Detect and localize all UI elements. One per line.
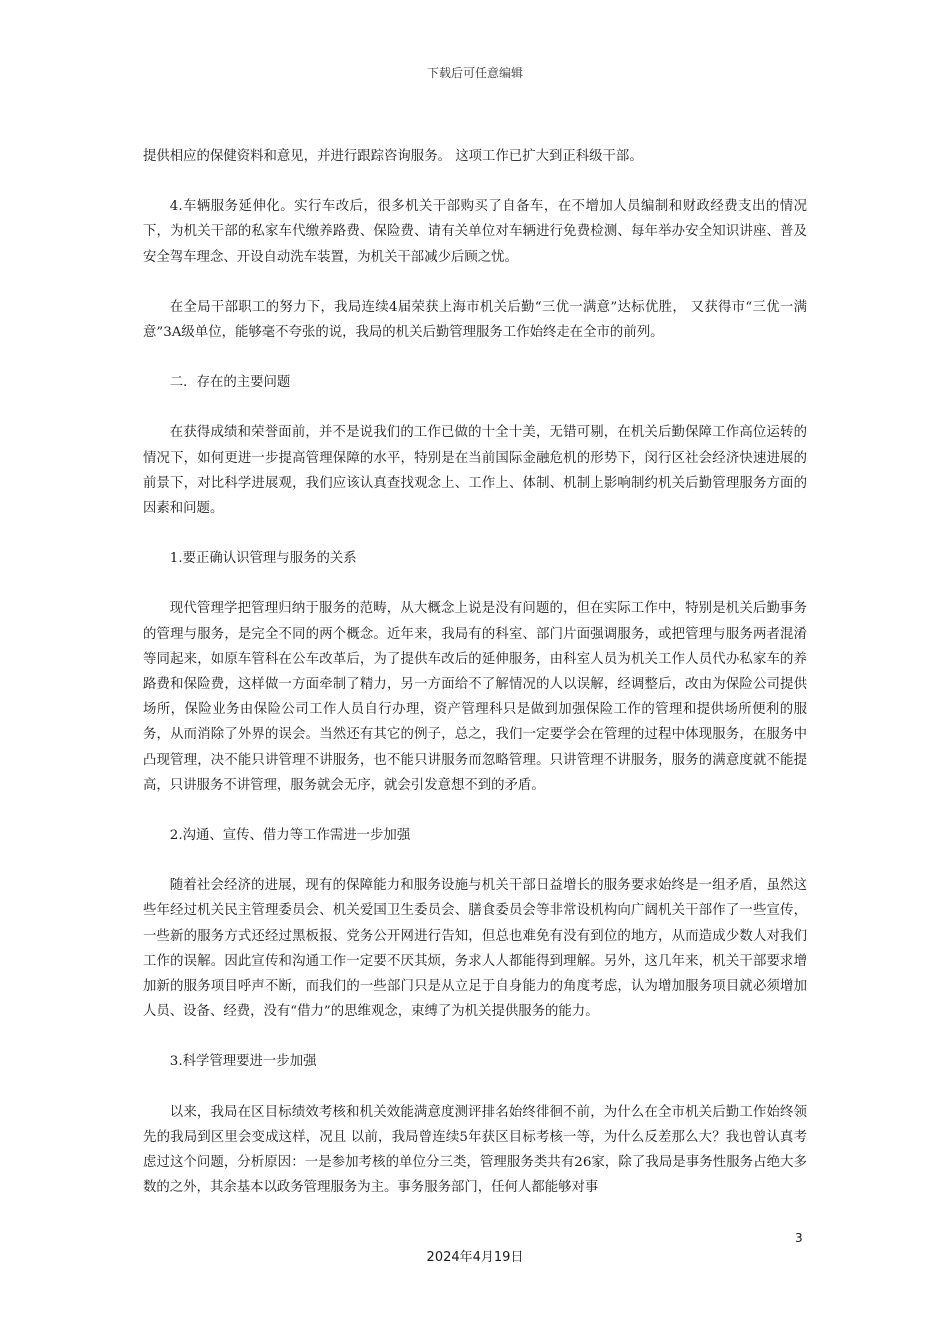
paragraph: 在获得成绩和荣誉面前，并不是说我们的工作已做的十全十美，无错可剔，在机关后勤保障工作高位运转的情况下，如何更进一步提高管理保障的水平，特别是在当前国际金融危机的形势下，闵行区社会经济快速进展的前景下，对比科学进展观，我们应该认真查找观念上、工作上、体制、机制上影响制约机关后勤管理服务方面的因素和问题。 — [143, 425, 807, 517]
subsection-heading: 3.科学管理要进一步加强 — [169, 1054, 317, 1070]
document-body — [143, 144, 807, 1226]
subsection-heading: 1.要正确认识管理与服务的关系 — [169, 551, 357, 567]
subsection-heading: 2.沟通、宣传、借力等工作需进一步加强 — [169, 828, 411, 844]
paragraph: 以来，我局在区目标绩效考核和机关效能满意度测评排名始终徘徊不前，为什么在全市机关后勤工作始终领先的我局到区里会变成这样，况且 以前，我局曾连续5年获区目标考核一等，为什么反差那么大？我也曾认真考虑过这个问题，分析原因：一是参加考核的单位分三类，管理服务类共有26家，除了我局是事务性服务占绝大多数的之外，其余基本以政务管理服务为主。事务服务部门，任何人都能够对事 — [143, 1104, 807, 1196]
section-heading: 二．存在的主要问题 — [169, 375, 291, 391]
paragraph: 在全局干部职工的努力下，我局连续4届荣获上海市机关后勤“三优一满意”达标优胜， 又获得市“三优一满意”3A级单位，能够毫不夸张的说，我局的机关后勤管理服务工作始终走在全市的前列。 — [143, 299, 807, 341]
footer-date: 2024年4月19日 — [426, 1250, 524, 1265]
paragraph: 随着社会经济的进展，现有的保障能力和服务设施与机关干部日益增长的服务要求始终是一组矛盾，虽然这些年经过机关民主管理委员会、机关爱国卫生委员会、膳食委员会等非常设机构向广阔机关干部作了一些宣传，一些新的服务方式还经过黑板报、党务公开网进行告知，但总也难免有没有到位的地方，从而造成少数人对我们工作的误解。因此宣传和沟通工作一定要不厌其烦，务求人人都能得到理解。另外，这几年来，机关干部要求增加新的服务项目呼声不断，而我们的一些部门只是从立足于自身能力的角度考虑，认为增加服务项目就必须增加人员、设备、经费，没有“借力”的思维观念，束缚了为机关提供服务的能力。 — [143, 878, 807, 1020]
page-number: 3 — [795, 1231, 803, 1245]
paragraph: 4.车辆服务延伸化。实行车改后，很多机关干部购买了自备车，在不增加人员编制和财政经费支出的情况下，为机关干部的私家车代缴养路费、保险费、请有关单位对车辆进行免费检测、每年举办安全知识讲座、普及安全驾车理念、开设自动洗车装置，为机关干部减少后顾之忧。 — [143, 199, 807, 265]
paragraph: 提供相应的保健资料和意见，并进行跟踪咨询服务。 这项工作已扩大到正科级干部。 — [143, 149, 643, 164]
paragraph: 现代管理学把管理归纳于服务的范畴，从大概念上说是没有问题的，但在实际工作中，特别是机关后勤事务的管理与服务，是完全不同的两个概念。近年来，我局有的科室、部门片面强调服务，或把管理与服务两者混淆等同起来，如原车管科在公车改革后，为了提供车改后的延伸服务，由科室人员为机关工作人员代办私家车的养路费和保险费，这样做一方面牵制了精力，另一方面给不了解情况的人以误解，经调整后，改由为保险公司提供场所，保险业务由保险公司工作人员自行办理，资产管理科只是做到加强保险工作的管理和提供场所便利的服务，从而消除了外界的误会。当然还有其它的例子，总之，我们一定要学会在管理的过程中体现服务，在服务中凸现管理，决不能只讲管理不讲服务，也不能只讲服务而忽略管理。只讲管理不讲服务，服务的满意度就不能提高，只讲服务不讲管理，服务就会无序，就会引发意想不到的矛盾。 — [143, 601, 807, 793]
page-header: 下载后可任意编辑 — [426, 66, 523, 80]
